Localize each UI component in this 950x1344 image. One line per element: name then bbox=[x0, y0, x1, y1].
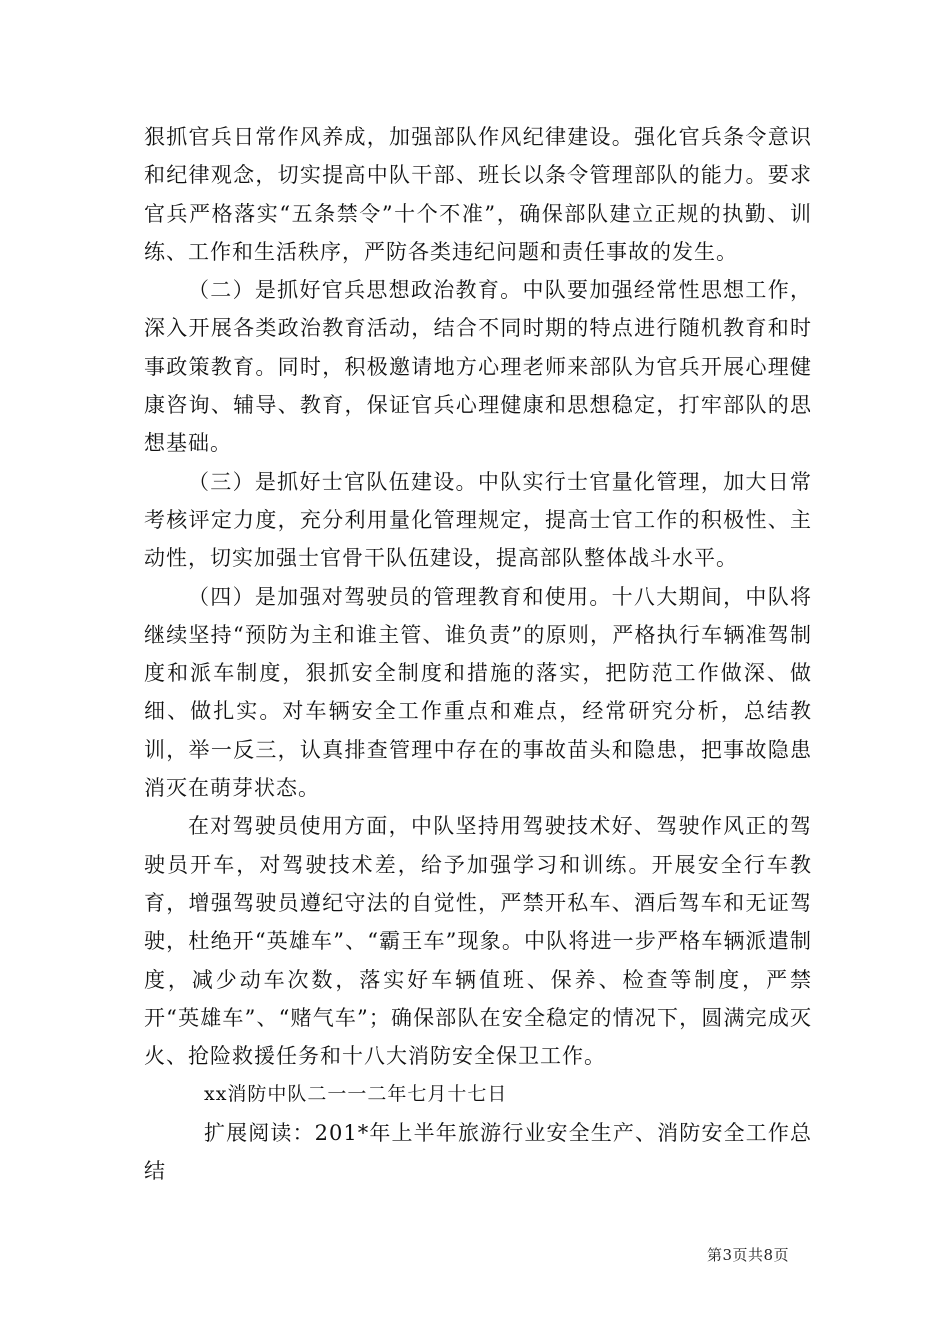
paragraph-discipline: 狠抓官兵日常作风养成，加强部队作风纪律建设。强化官兵条令意识和纪律观念，切实提高中队干部、班长以条令管理部队的能力。要求官兵严格落实“五条禁令”十个不准”，确保部队建立正规的执勤、训练、工作和生活秩序，严防各类违纪问题和责任事故的发生。 bbox=[144, 125, 812, 264]
extended-reading: 扩展阅读：201*年上半年旅游行业安全生产、消防安全工作总结 bbox=[144, 1120, 812, 1184]
paragraph-driver-usage: 在对驾驶员使用方面，中队坚持用驾驶技术好、驾驶作风正的驾驶员开车，对驾驶技术差，给予加强学习和训练。开展安全行车教育，增强驾驶员遵纪守法的自觉性，严禁开私车、酒后驾车和无证驾驶，杜绝开“英雄车”、“霸王车”现象。中队将进一步严格车辆派遣制度，减少动车次数，落实好车辆值班、保养、检查等制度，严禁开“英雄车”、“赌气车”；确保部队在安全稳定的情况下，圆满完成灭火、抢险救援任务和十八大消防安全保卫工作。 bbox=[144, 814, 812, 1069]
signature-date: xx消防中队二一一二年七月十七日 bbox=[204, 1083, 508, 1106]
paragraph-nco-team: （三）是抓好士官队伍建设。中队实行士官量化管理，加大日常考核评定力度，充分利用量化管理规定，提高士官工作的积极性、主动性，切实加强士官骨干队伍建设，提高部队整体战斗水平。 bbox=[144, 469, 812, 571]
document-body bbox=[144, 118, 812, 1190]
page-number: 第3页共8页 bbox=[707, 1246, 790, 1264]
paragraph-political-education: （二）是抓好官兵思想政治教育。中队要加强经常性思想工作，深入开展各类政治教育活动，结合不同时期的特点进行随机教育和时事政策教育。同时，积极邀请地方心理老师来部队为官兵开展心理健康咨询、辅导、教育，保证官兵心理健康和思想稳定，打牢部队的思想基础。 bbox=[144, 278, 812, 456]
paragraph-driver-management: （四）是加强对驾驶员的管理教育和使用。十八大期间，中队将继续坚持“预防为主和谁主管、谁负责”的原则，严格执行车辆准驾制度和派车制度，狠抓安全制度和措施的落实，把防范工作做深、做细、做扎实。对车辆安全工作重点和难点，经常研究分析，总结教训，举一反三，认真排查管理中存在的事故苗头和隐患，把事故隐患消灭在萌芽状态。 bbox=[144, 584, 812, 801]
